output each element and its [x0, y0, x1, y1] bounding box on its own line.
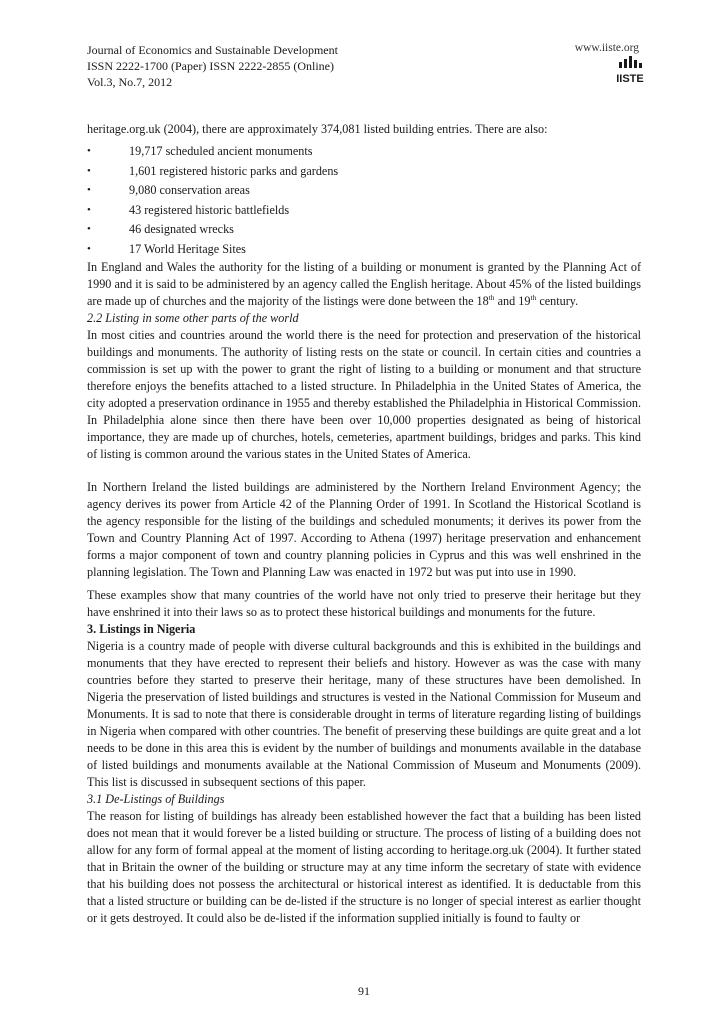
list-item: • 9,080 conservation areas [87, 181, 641, 201]
volume-line: Vol.3, No.7, 2012 [87, 75, 173, 89]
list-item: • 43 registered historic battlefields [87, 201, 641, 221]
england-paragraph: In England and Wales the authority for the listing of a building or monument is granted by the Planning Act of 1990 and it is said to be administered by an agency called the English heritage. About 45% of the listed buildings are made up of churches and the majority of the listings were done between the 18th and 19th century. [87, 260, 641, 308]
nigeria-paragraph: Nigeria is a country made of people with diverse cultural backgrounds and this is exhibited in the buildings and monuments that they have erected to represent their beliefs and history. However as was the case with many countries before they started to preserve their heritage, many of these structures have been demolished. In Nigeria the preservation of listed buildings and structures is vested in the National Commission for Museum and Monuments. It is sad to note that there is considerable drought in terms of literature regarding listing of buildings in Nigeria when compared with other countries. The benefit of preserving these buildings are quite great and a lot needs to be done in this area this is evident by the number of buildings and monuments available in the database of listed buildings and monuments available at the National Commission of Museum and Monuments (2009). This list is discussed in subsequent sections of this paper. [87, 639, 641, 789]
page-header [87, 42, 647, 102]
northern-ireland-paragraph: In Northern Ireland the listed buildings are administered by the Northern Ireland Environment Agency; the agency derives its power from Article 42 of the Planning Order of 1991. In Scotland the Historical Scotland is the agency responsible for the listing of the buildings and scheduled monuments; it derives its power from the Town and Country Planning Act of 1997. According to Athena (1997) heritage preservation and enhancement forms a major component of town and country planning policies in Cyprus and this was well enshrined in the planning legislation. The Town and Planning Law was enacted in 1972 but was put into use in 1990. [87, 480, 641, 579]
svg-text:IISTE: IISTE [616, 73, 644, 84]
list-item: • 19,717 scheduled ancient monuments [87, 142, 641, 162]
examples-paragraph: These examples show that many countries of the world have not only tried to preserve their heritage but they have enshrined it into their laws so as to protect these historical buildings and monuments for the future. [87, 588, 641, 619]
journal-title: Journal of Economics and Sustainable Development [87, 43, 338, 57]
bullet-icon: • [87, 184, 91, 196]
bullet-icon: • [87, 164, 91, 177]
iiste-logo [615, 56, 645, 84]
world-paragraph: In most cities and countries around the world there is the need for protection and preservation of the historical buildings and monuments. The authority of listing rests on the state or council. In certain cities and countries a commission is set up with the power to grant the right of listing to a building or monument and that structure therefore enjoys the benefits attached to a listed structure. In Philadelphia in the United States of America, the city adopted a preservation ordinance in 1955 and thereby established the Philadelphia in Historical Commission. In Philadelphia alone since then there have been over 10,000 properties designated as being of historical importance, they are made up of churches, hotels, cemeteries, apartment buildings, bridges and parks. This kind of listing is common around the various states in the United States of America. [87, 328, 641, 461]
section-3-1-heading: 3.1 De-Listings of Buildings [87, 792, 225, 806]
intro-paragraph: heritage.org.uk (2004), there are approximately 374,081 listed building entries. There are also: [87, 122, 548, 136]
bullet-icon: • [87, 223, 91, 235]
section-3-heading: 3. Listings in Nigeria [87, 622, 196, 636]
list-item: • 1,601 registered historic parks and gardens [87, 162, 641, 182]
list-item: • 46 designated wrecks [87, 220, 641, 240]
journal-url[interactable]: www.iiste.org [574, 42, 639, 54]
delisting-paragraph: The reason for listing of buildings has already been established however the fact that a building has been listed does not mean that it would forever be a listed building or structure. The process of listing of a building does not allow for any form of formal appeal at the moment of listing according to heritage.org.uk (2004). It further stated that in Britain the owner of the building or structure may at any time inform the secretary of state with evidence that his building does not possess the architectural or historical interest as identified. It is deductable from this that a listed structure or building can be de-listed if the structure is no longer of special interest as earlier thought or it gets destroyed. It could also be de-listed if the information supplied initially is found to faulty or [87, 809, 641, 925]
issn-line: ISSN 2222-1700 (Paper) ISSN 2222-2855 (Online) [87, 59, 334, 73]
heritage-list [87, 142, 641, 259]
bullet-icon: • [87, 145, 91, 157]
article-body [87, 121, 641, 927]
bullet-icon: • [87, 242, 91, 255]
list-item: • 17 World Heritage Sites [87, 240, 641, 260]
page-number: 91 [358, 984, 370, 998]
section-2-2-heading: 2.2 Listing in some other parts of the world [87, 311, 299, 325]
bullet-icon: • [87, 203, 91, 216]
